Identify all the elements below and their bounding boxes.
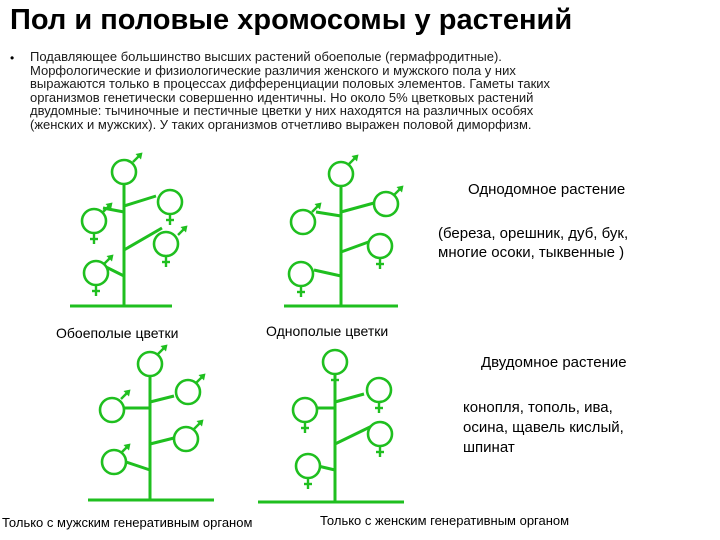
paragraph-line: Подавляющее большинство высших растений обоеполые (гермафродитные). [30,49,502,64]
male-symbol [133,153,143,163]
female-symbol [376,446,384,457]
plant-male [88,352,214,500]
dioecious-examples-line: конопля, тополь, ива, [463,399,613,416]
paragraph-line: Морфологические и физиологические различия женского и мужского пола у них [30,62,516,78]
page-title: Пол и половые хромосомы у растений [10,4,573,36]
male-symbol [104,255,114,265]
female-symbol [90,233,98,244]
male-symbol [394,186,404,196]
label-bisexual: Обоеполые цветки [56,325,179,341]
plant-female [258,350,404,502]
male-symbol [121,390,131,400]
plant-unisexual [284,162,398,306]
paragraph-line: двудомные: тычиночные и пестичные цветки у них находятся на различных особях [30,103,534,118]
male-symbol [158,345,168,355]
female-symbol [92,285,100,296]
plant-bisexual [70,160,182,306]
female-symbol [166,214,174,225]
male-symbol [196,374,206,384]
bullet-marker: • [10,51,15,65]
label-dioecious: Двудомное растение [481,354,627,371]
dioecious-examples-line: осина, щавель кислый, [463,419,624,436]
male-symbol [312,203,322,213]
monoecious-examples-line: (береза, орешник, дуб, бук, [438,225,629,242]
paragraph-line: организмов генетически совершенно идентичны. Но около 5% цветковых растений [30,89,534,105]
female-symbol [162,256,170,267]
male-symbol [178,226,188,236]
female-symbol [376,258,384,269]
label-monoecious: Однодомное растение [468,181,626,198]
female-symbol [304,478,312,489]
paragraph-line: выражаются только в процессах дифференциации половых элементов. Гаметы таких [30,76,551,91]
male-symbol [349,155,359,165]
female-symbol [297,286,305,297]
monoecious-examples-line: многие осоки, тыквенные ) [438,244,625,261]
label-male-only: Только с мужским генеративным органом [2,515,253,530]
female-symbol [375,402,383,413]
male-symbol [121,444,131,454]
female-symbol [301,422,309,433]
dioecious-examples-line: шпинат [463,439,515,456]
label-female-only: Только с женским генеративным органом [320,513,570,528]
male-symbol [194,420,204,430]
label-unisexual: Однополые цветки [266,323,389,339]
female-symbol [331,374,339,385]
paragraph-line: (женских и мужских). У таких организмов отчетливо выражен половой диморфизм. [30,116,532,132]
